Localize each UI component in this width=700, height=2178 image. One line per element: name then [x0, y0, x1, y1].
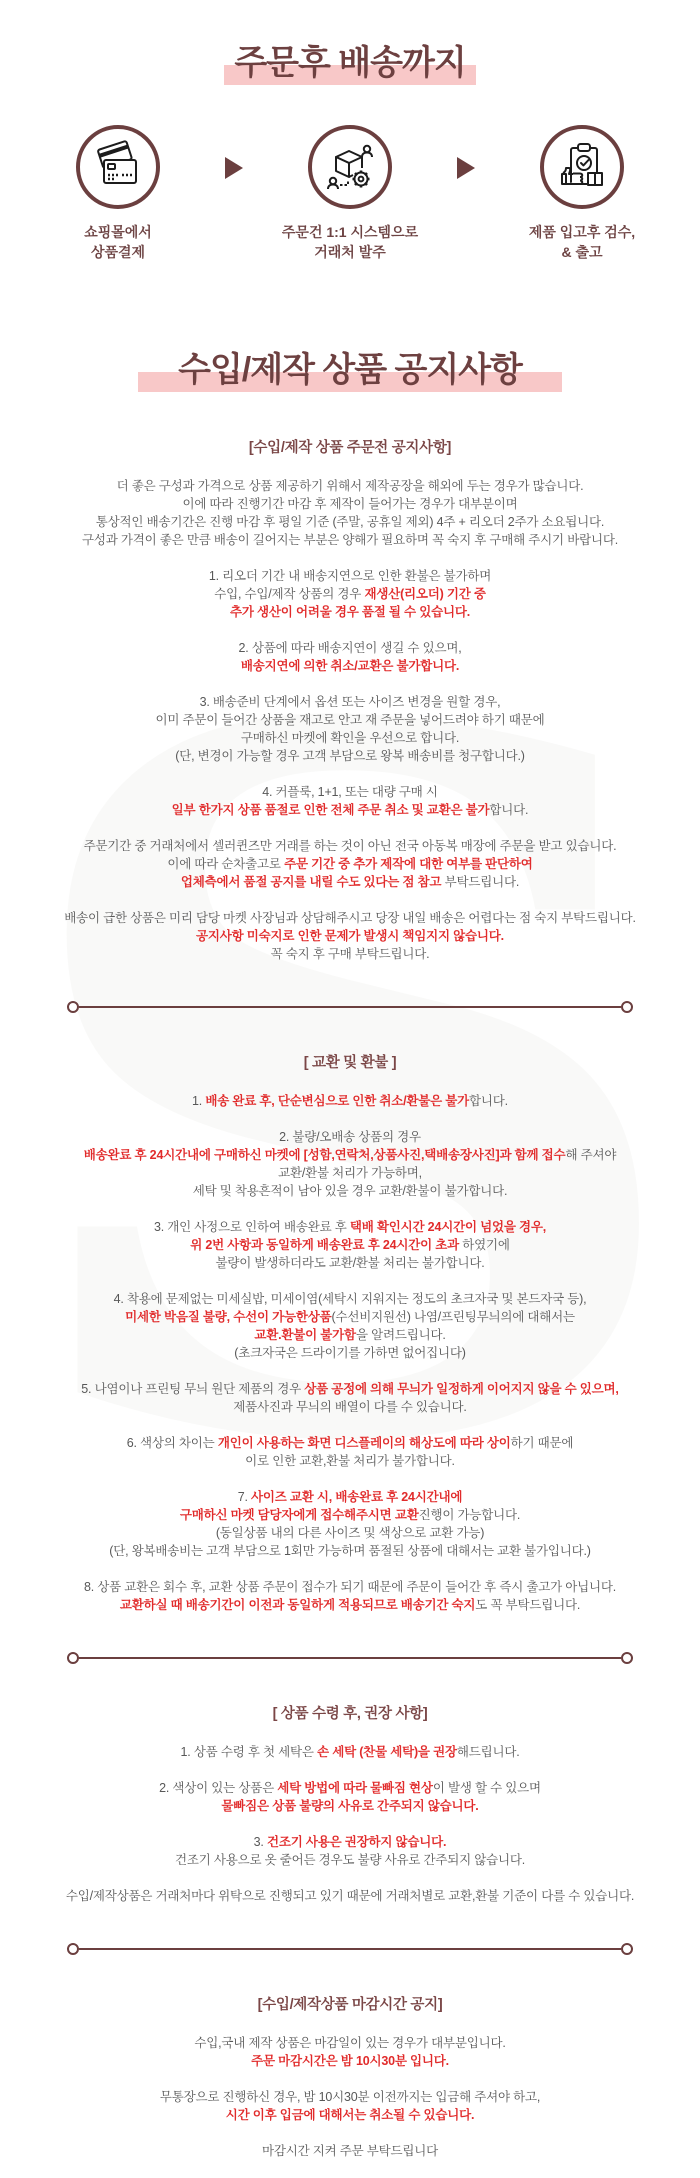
order-to-delivery-title-text: 주문후 배송까지	[230, 44, 469, 83]
notice-line: 4. 착용에 문제없는 미세실밥, 미세이염(세탁시 지워지는 정도의 초크자국 및 본드자국 등),	[113, 1291, 587, 1306]
notice-line: 통상적인 배송기간은 진행 마감 후 평일 기준 (주말, 공휴일 제외) 4주 + 리오더 2주가 소요됩니다.	[95, 514, 605, 529]
notice-line: 위 2번 사항과 동일하게 배송완료 후 24시간이 초과 하였기에	[190, 1237, 510, 1252]
notice-block	[8, 1887, 692, 1905]
notice-line: 건조기 사용으로 옷 줄어든 경우도 불량 사유로 간주되지 않습니다.	[174, 1852, 526, 1867]
process-step	[29, 125, 207, 263]
section-heading: [ 교환 및 환불 ]	[303, 1054, 397, 1071]
process-step	[493, 125, 671, 263]
notice-line: (단, 변경이 가능할 경우 고객 부담으로 왕복 배송비를 청구합니다.)	[175, 748, 525, 763]
notice-line: 구성과 가격이 좋은 만큼 배송이 길어지는 부분은 양해가 필요하며 꼭 숙지 후 구매해 주시기 바랍니다.	[82, 532, 618, 547]
notice-block	[8, 1092, 692, 1110]
divider-end-dot	[621, 1652, 633, 1664]
notice-line: 제품사진과 무늬의 배열이 다를 수 있습니다.	[233, 1399, 467, 1414]
notice-line: 이로 인한 교환,환불 처리가 불가합니다.	[245, 1453, 455, 1468]
notice-line: 3. 개인 사정으로 인하여 배송완료 후 택배 확인시간 24시간이 넘었을 경우,	[153, 1219, 547, 1234]
import-production-notice-title-text: 수입/제작 상품 공지사항	[174, 351, 526, 390]
notice-block	[8, 1743, 692, 1761]
notice-line: 1. 배송 완료 후, 단순변심으로 인한 취소/환불은 불가합니다.	[192, 1093, 508, 1108]
order-to-delivery-title	[0, 44, 700, 83]
notice-line: 배송지연에 의한 취소/교환은 불가합니다.	[240, 658, 460, 673]
notice-line: 구매하신 마켓에 확인을 우선으로 합니다.	[240, 730, 460, 745]
divider-end-dot	[67, 1652, 79, 1664]
notice-line: 이에 따라 순차출고로 주문 기간 중 추가 제작에 대한 여부를 판단하여	[167, 856, 533, 871]
notice-line: 2. 상품에 따라 배송지연이 생길 수 있으며,	[238, 640, 462, 655]
notice-block	[8, 1779, 692, 1815]
notice-block	[8, 1488, 692, 1560]
notice-line: 물빠짐은 상품 불량의 사유로 간주되지 않습니다.	[221, 1798, 479, 1813]
notice-line: (단, 왕복배송비는 고객 부담으로 1회만 가능하며 품절된 상품에 대해서는 교환 불가입니다.)	[109, 1543, 591, 1558]
notice-line: 주문 마감시간은 밤 10시30분 입니다.	[251, 2053, 449, 2068]
notice-line: 더 좋은 구성과 가격으로 상품 제공하기 위해서 제작공장을 해외에 두는 경우가 많습니다.	[116, 478, 584, 493]
divider-end-dot	[621, 1943, 633, 1955]
section-heading: [수입/제작상품 마감시간 공지]	[257, 1996, 443, 2013]
notice-line: 불량이 발생하더라도 교환/환불 처리는 불가합니다.	[215, 1255, 485, 1270]
notice-line: 수입/제작상품은 거래처마다 위탁으로 진행되고 있기 때문에 거래처별로 교환,환불 기준이 다를 수 있습니다.	[65, 1888, 635, 1903]
notice-block	[8, 837, 692, 891]
notice-line: 이에 따라 진행기간 마감 후 제작이 들어가는 경우가 대부분이며	[182, 496, 518, 511]
notice-line: 2. 불량/오배송 상품의 경우	[279, 1129, 421, 1144]
notice-line: (동일상품 내의 다른 사이즈 및 색상으로 교환 가능)	[215, 1525, 485, 1540]
flow-arrow-icon	[225, 157, 243, 179]
notice-block	[8, 1290, 692, 1362]
notice-line: 수입, 수입/제작 상품의 경우 재생산(리오더) 기간 중	[214, 586, 486, 601]
notice-line: 교환/환불 처리가 가능하며,	[278, 1165, 422, 1180]
process-step	[261, 125, 439, 263]
divider-rule	[79, 1006, 621, 1008]
notice-line: 추가 생산이 어려울 경우 품절 될 수 있습니다.	[230, 604, 470, 619]
notice-block	[8, 1128, 692, 1200]
notice-line: 꼭 숙지 후 구매 부탁드립니다.	[270, 946, 430, 961]
notice-line: 4. 커플룩, 1+1, 또는 대량 구매 시	[262, 784, 438, 799]
notice-line: 공지사항 미숙지로 인한 문제가 발생시 책임지지 않습니다.	[196, 928, 504, 943]
section-heading: [ 상품 수령 후, 권장 사항]	[272, 1705, 428, 1722]
divider-rule	[79, 1948, 621, 1950]
order-system-icon	[308, 125, 392, 209]
section-heading: [수입/제작 상품 주문전 공지사항]	[248, 439, 452, 456]
notice-block	[8, 567, 692, 621]
notice-block	[8, 1434, 692, 1470]
notice-line: 구매하신 마켓 담당자에게 접수해주시면 교환진행이 가능합니다.	[179, 1507, 521, 1522]
notice-line: 수입,국내 제작 상품은 마감일이 있는 경우가 대부분입니다.	[194, 2035, 506, 2050]
notice-line: 이미 주문이 들어간 상품을 재고로 안고 재 주문을 넣어드려야 하기 때문에	[155, 712, 545, 727]
notice-block	[8, 1578, 692, 1614]
notice-line: 3. 배송준비 단계에서 옵션 또는 사이즈 변경을 원할 경우,	[199, 694, 501, 709]
notice-line: 6. 색상의 차이는 개인이 사용하는 화면 디스플레이의 해상도에 따라 상이하기 때문에	[126, 1435, 574, 1450]
notice-block	[8, 1833, 692, 1869]
notice-line: 배송완료 후 24시간내에 구매하신 마켓에 [성함,연락처,상품사진,택배송장사진]과 함께 접수해 주셔야	[83, 1147, 617, 1162]
notice-block	[8, 783, 692, 819]
notice-block	[8, 639, 692, 675]
notice-sections	[0, 436, 700, 2160]
divider-end-dot	[621, 1001, 633, 1013]
process-flow	[0, 125, 700, 263]
flow-arrow-icon	[457, 157, 475, 179]
notice-line: 2. 색상이 있는 상품은 세탁 방법에 따라 물빠짐 현상이 발생 할 수 있으며	[159, 1780, 541, 1795]
notice-block	[8, 1380, 692, 1416]
notice-block	[8, 477, 692, 549]
notice-line: 업체측에서 품절 공지를 내릴 수도 있다는 점 참고 부탁드립니다.	[180, 874, 520, 889]
notice-line: 교환하실 때 배송기간이 이전과 동일하게 적용되므로 배송기간 숙지도 꼭 부탁드립니다.	[119, 1597, 581, 1612]
divider-end-dot	[67, 1943, 79, 1955]
notice-block	[8, 909, 692, 963]
notice-line: 일부 한가지 상품 품절로 인한 전체 주문 취소 및 교환은 불가합니다.	[171, 802, 529, 817]
step-caption: 쇼핑몰에서 상품결제	[84, 224, 152, 261]
section-divider	[67, 1001, 633, 1013]
notice-line: 5. 나염이나 프린팅 무늬 원단 제품의 경우 상품 공정에 의해 무늬가 일정하게 이어지지 않을 수 있으며,	[81, 1381, 619, 1396]
notice-line: 마감시간 지켜 주문 부탁드립니다	[261, 2143, 439, 2158]
notice-block	[8, 2088, 692, 2124]
notice-line: 3. 건조기 사용은 권장하지 않습니다.	[253, 1834, 447, 1849]
notice-line: 주문기간 중 거래처에서 셀러퀸즈만 거래를 하는 것이 아닌 전국 아동복 매장에 주문을 받고 있습니다.	[83, 838, 617, 853]
notice-line: 7. 사이즈 교환 시, 배송완료 후 24시간내에	[237, 1489, 463, 1504]
inspection-shipping-icon	[540, 125, 624, 209]
notice-line: 미세한 박음질 불량, 수선이 가능한상품(수선비지원선) 나염/프린팅무늬의에 대해서는	[125, 1309, 575, 1324]
notice-block	[8, 693, 692, 765]
notice-line: 배송이 급한 상품은 미리 담당 마켓 사장님과 상담해주시고 당장 내일 배송은 어렵다는 점 숙지 부탁드립니다.	[64, 910, 636, 925]
notice-line: 8. 상품 교환은 회수 후, 교환 상품 주문이 접수가 되기 때문에 주문이 들어간 후 즉시 출고가 아닙니다.	[83, 1579, 617, 1594]
import-production-notice-title	[0, 351, 700, 390]
notice-line: 교환.환불이 불가함을 알려드립니다.	[254, 1327, 446, 1342]
notice-block	[8, 1218, 692, 1272]
notice-line: 시간 이후 입금에 대해서는 취소될 수 있습니다.	[225, 2107, 475, 2122]
step-caption: 주문건 1:1 시스템으로 거래처 발주	[281, 224, 419, 261]
step-caption: 제품 입고후 검수, & 출고	[528, 224, 636, 261]
notice-block	[8, 2034, 692, 2070]
notice-line: 1. 리오더 기간 내 배송지연으로 인한 환불은 불가하며	[208, 568, 492, 583]
section-divider	[67, 1943, 633, 1955]
notice-line: (초크자국은 드라이기를 가하면 없어집니다)	[234, 1345, 466, 1360]
section-divider	[67, 1652, 633, 1664]
notice-block	[8, 2142, 692, 2160]
notice-line: 1. 상품 수령 후 첫 세탁은 손 세탁 (찬물 세탁)을 권장해드립니다.	[180, 1744, 520, 1759]
divider-end-dot	[67, 1001, 79, 1013]
credit-card-icon	[76, 125, 160, 209]
notice-line: 무통장으로 진행하신 경우, 밤 10시30분 이전까지는 입금해 주셔야 하고,	[159, 2089, 541, 2104]
notice-line: 세탁 및 착용흔적이 남아 있을 경우 교환/환불이 불가합니다.	[192, 1183, 508, 1198]
divider-rule	[79, 1657, 621, 1659]
